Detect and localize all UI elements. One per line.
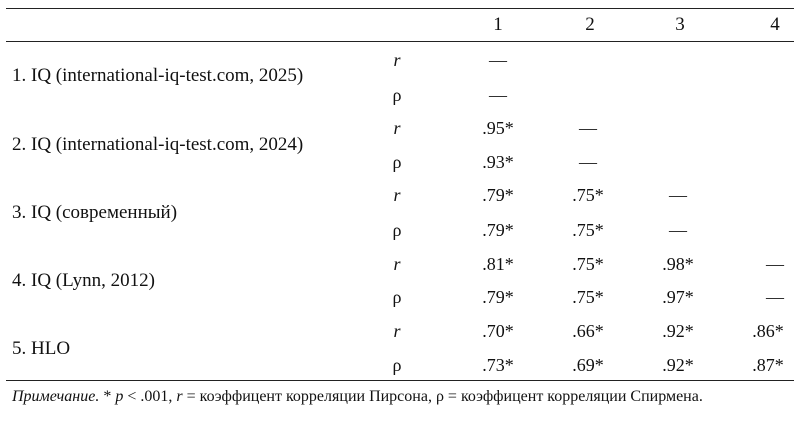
table-cell: .79* [482, 287, 514, 307]
table-cell: — [489, 85, 507, 105]
row-label-5: 5. HLO [12, 338, 71, 359]
table-cell: .75* [572, 254, 604, 274]
table-cell: .66* [572, 321, 604, 341]
coef-rho-label: ρ [392, 220, 402, 240]
note-star: * [99, 388, 116, 405]
table-cell: .69* [572, 355, 604, 375]
coef-r-label: r [393, 50, 401, 70]
coef-rho-label: ρ [392, 355, 402, 375]
table-cell: .75* [572, 220, 604, 240]
table-top-rule [6, 8, 794, 9]
table-cell: .81* [482, 254, 514, 274]
table-cell: .86* [752, 321, 784, 341]
coef-r-label: r [393, 321, 401, 341]
table-cell: .95* [482, 118, 514, 138]
column-header-2: 2 [585, 14, 595, 35]
table-note [12, 388, 703, 406]
coef-r-label: r [393, 185, 401, 205]
table-cell: — [766, 254, 784, 274]
coef-rho-label: ρ [392, 85, 402, 105]
column-header-4: 4 [770, 14, 780, 35]
table-cell: — [579, 152, 597, 172]
row-label-1: 1. IQ (international-iq-test.com, 2025) [12, 65, 304, 86]
table-cell: .87* [752, 355, 784, 375]
table-cell: .98* [662, 254, 694, 274]
table-cell: .75* [572, 287, 604, 307]
table-cell: .70* [482, 321, 514, 341]
table-cell: .79* [482, 185, 514, 205]
table-cell: — [579, 118, 597, 138]
column-header-1: 1 [493, 14, 503, 35]
coef-rho-label: ρ [392, 287, 402, 307]
table-cell: .93* [482, 152, 514, 172]
row-label-2: 2. IQ (international-iq-test.com, 2024) [12, 134, 304, 155]
row-label-3: 3. IQ (современный) [12, 202, 178, 223]
table-bottom-rule [6, 380, 794, 381]
note-r: r [176, 388, 183, 405]
table-header-rule [6, 41, 794, 42]
table-cell: — [489, 50, 507, 70]
table-cell: .92* [662, 321, 694, 341]
note-r-rest: = коэффицент корреляции Пирсона, ρ = коэффицент корреляции Спирмена. [182, 388, 703, 405]
column-header-3: 3 [675, 14, 685, 35]
coef-r-label: r [393, 118, 401, 138]
note-prefix: Примечание. [12, 388, 100, 405]
table-cell: .79* [482, 220, 514, 240]
note-p-rest: < .001, [123, 388, 177, 405]
table-cell: .75* [572, 185, 604, 205]
table-cell: — [669, 185, 687, 205]
coef-rho-label: ρ [392, 152, 402, 172]
coef-r-label: r [393, 254, 401, 274]
table-cell: .73* [482, 355, 514, 375]
table-cell: .97* [662, 287, 694, 307]
table-cell: .92* [662, 355, 694, 375]
table-cell: — [766, 287, 784, 307]
note-p: p [115, 388, 124, 405]
table-cell: — [669, 220, 687, 240]
row-label-4: 4. IQ (Lynn, 2012) [12, 270, 156, 291]
